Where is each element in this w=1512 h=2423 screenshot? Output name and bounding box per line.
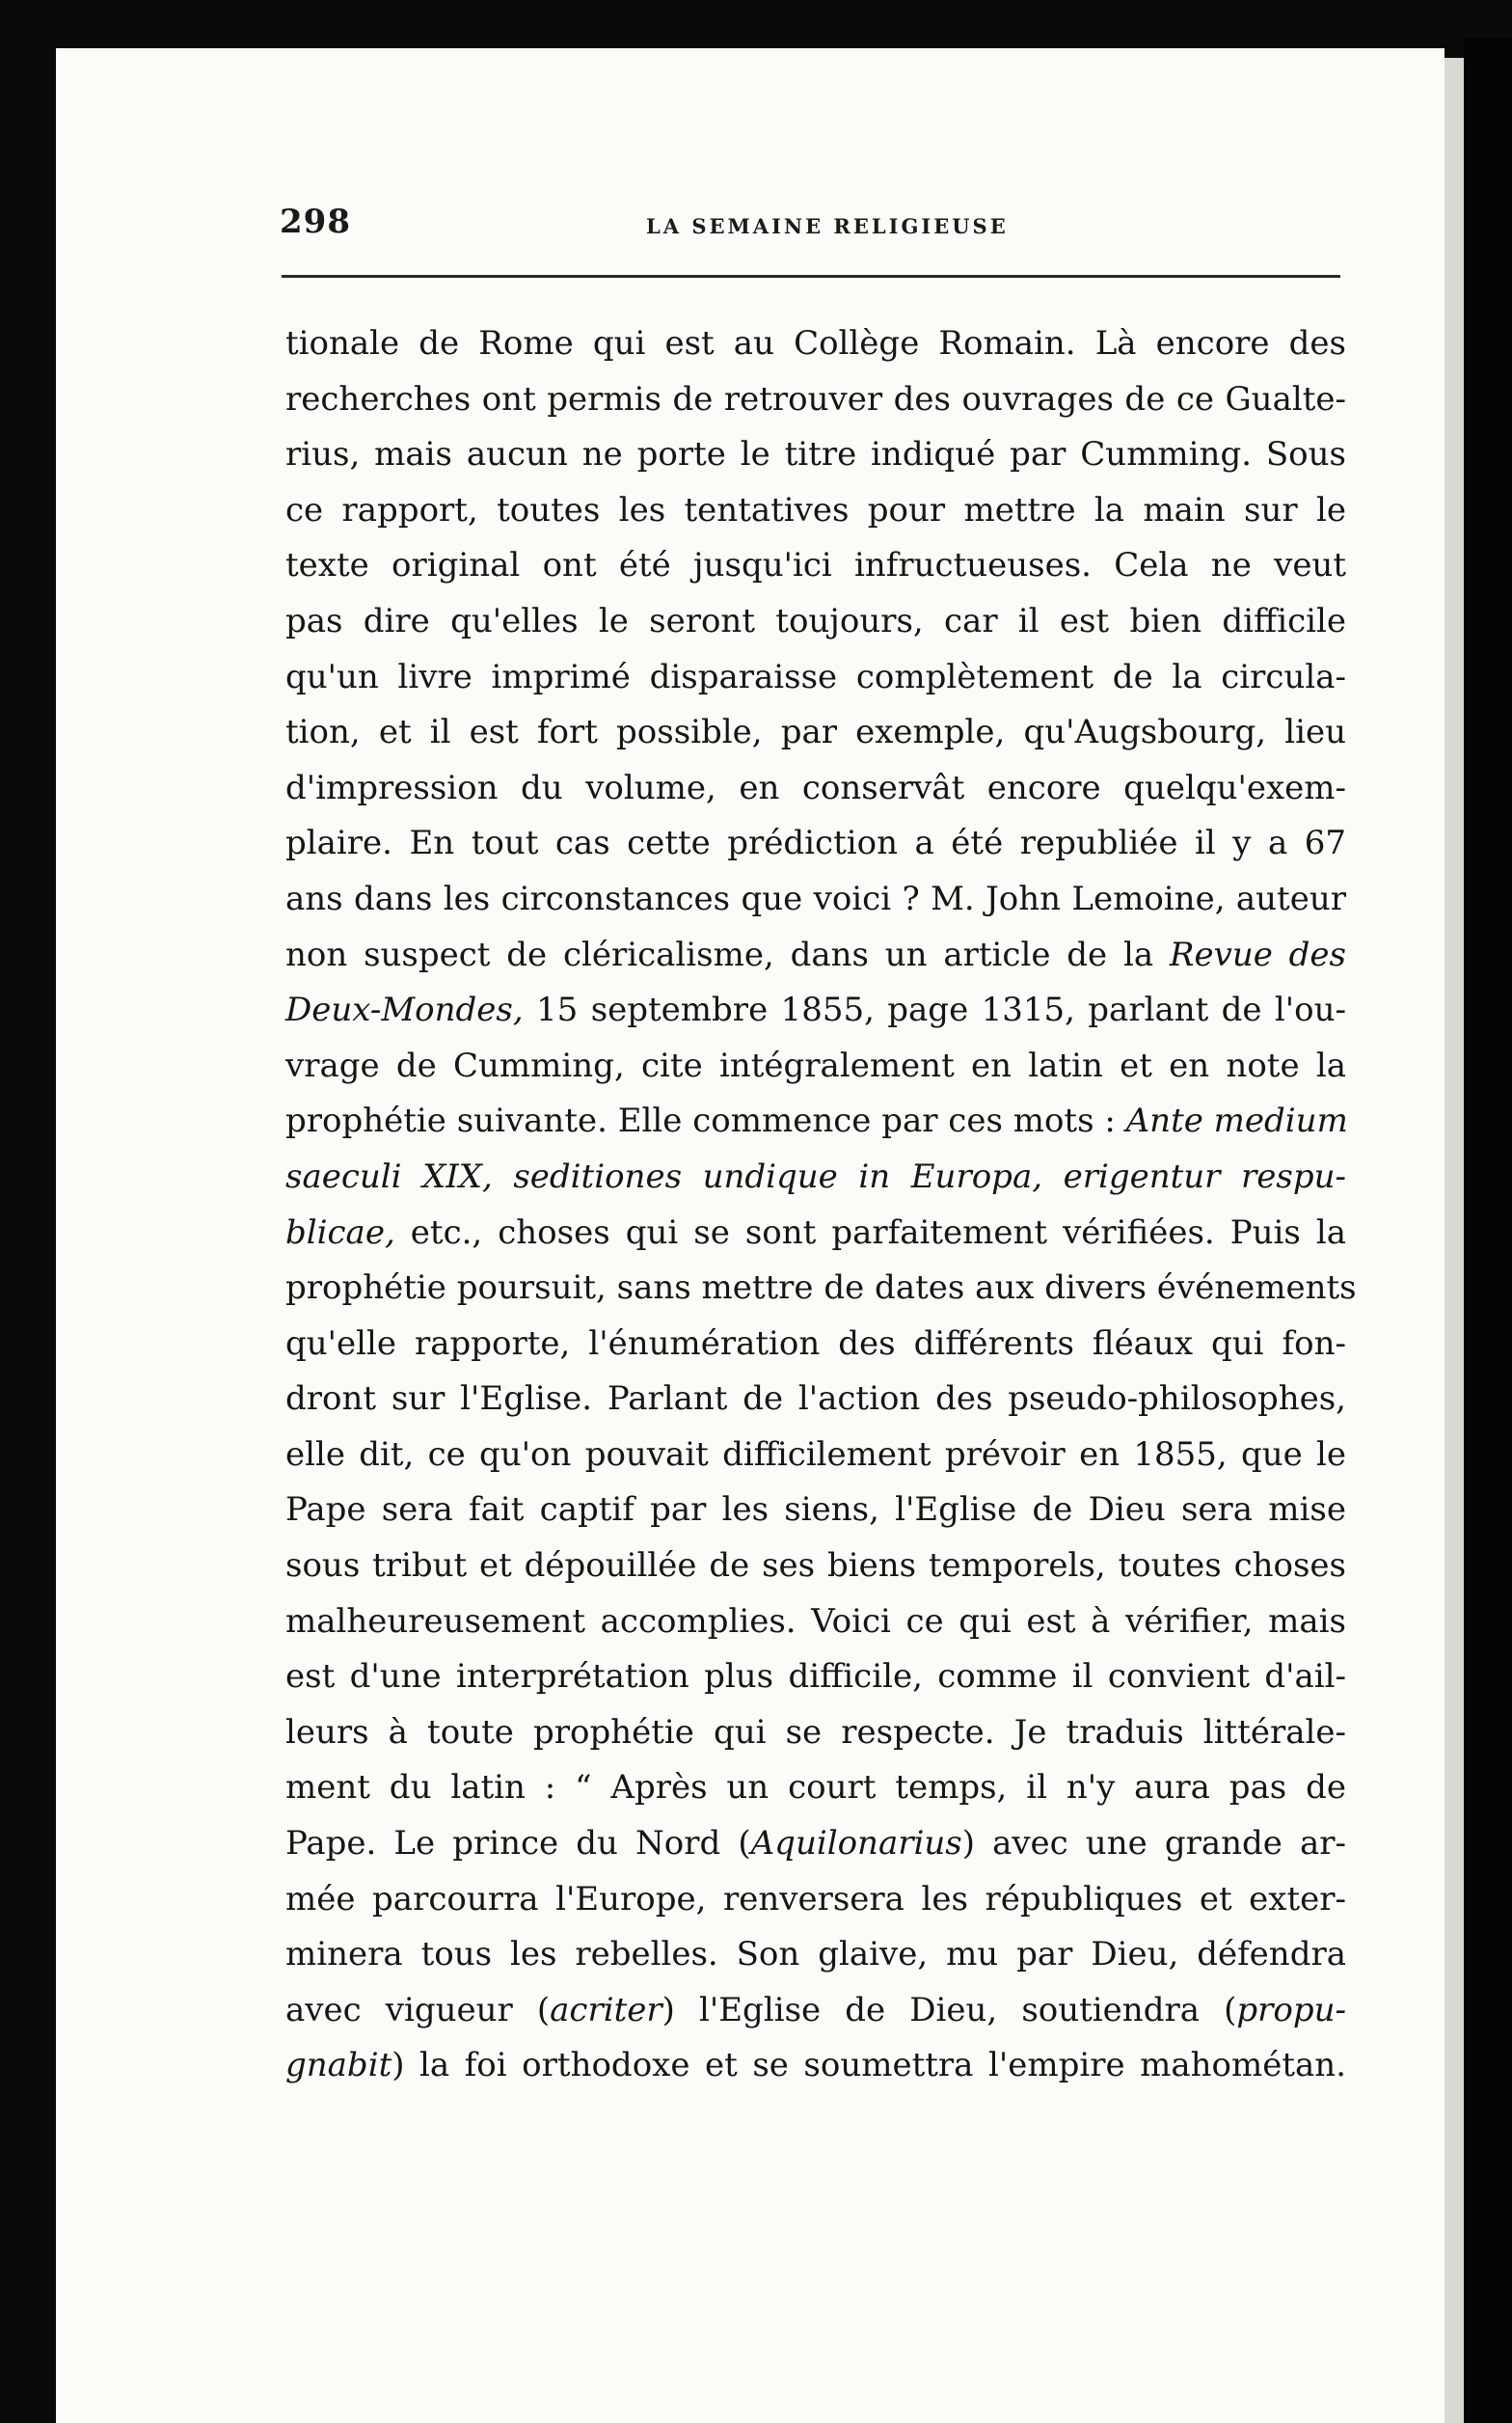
text-run: malheureusement accomplies. Voici ce qui est à vérifier, mais: [285, 1601, 1346, 1641]
text-run: ment du latin : “ Après un court temps, il n'y aura pas de: [285, 1768, 1346, 1808]
italic-text: propu-: [1236, 1990, 1346, 2029]
text-line: [285, 1483, 1346, 1538]
text-run: prophétie poursuit, sans mettre de dates aux divers événements: [285, 1268, 1357, 1308]
text-line: [285, 538, 1346, 594]
text-run: qu'elle rapporte, l'énumération des différents fléaux qui fon-: [285, 1323, 1346, 1363]
page-gutter: [1444, 58, 1464, 2423]
text-run: sous tribut et dépouillée de ses biens temporels, toutes choses: [285, 1546, 1346, 1586]
text-line: [285, 1094, 1346, 1150]
italic-text: Aquilonarius: [750, 1824, 962, 1864]
italic-text: acriter: [550, 1990, 662, 2029]
text-line: [285, 1760, 1346, 1816]
page-number: 298: [280, 203, 351, 241]
text-line: [285, 372, 1346, 428]
text-line: [285, 1649, 1346, 1705]
text-run: mée parcourra l'Europe, renversera les républiques et exter-: [285, 1879, 1346, 1919]
text-line: [285, 1705, 1346, 1761]
text-line: [285, 1816, 1346, 1872]
running-title: LA SEMAINE RELIGIEUSE: [646, 214, 1009, 238]
text-run: est d'une interprétation plus difficile, comme il convient d'ail-: [285, 1657, 1346, 1697]
text-line: [285, 427, 1346, 483]
text-run: plaire. En tout cas cette prédiction a été republiée il y a 67: [285, 824, 1346, 863]
text-run: etc., choses qui se sont parfaitement vérifiées. Puis la: [394, 1212, 1346, 1252]
text-run: rius, mais aucun ne porte le titre indiqué par Cumming. Sous: [285, 435, 1346, 475]
text-line: [285, 1372, 1346, 1428]
italic-text: blicae,: [285, 1212, 395, 1252]
text-line: [285, 983, 1346, 1039]
text-run: prophétie suivante. Elle commence par ces mots :: [285, 1102, 1126, 1141]
text-line: [285, 1206, 1346, 1262]
text-line: [285, 1594, 1346, 1650]
italic-text: Deux-Mondes,: [285, 991, 524, 1030]
text-run: ) l'Eglise de Dieu, soutiendra (: [662, 1990, 1237, 2029]
text-line: [285, 761, 1346, 817]
italic-text: gnabit: [285, 2046, 392, 2085]
text-line: [285, 1538, 1346, 1594]
text-run: elle dit, ce qu'on pouvait difficilement prévoir en 1855, que le: [285, 1434, 1346, 1474]
text-run: ) avec une grande ar-: [961, 1824, 1346, 1864]
text-run: qu'un livre imprimé disparaisse complètement de la circula-: [285, 657, 1346, 696]
text-line: [285, 1150, 1346, 1206]
body-text: [285, 316, 1357, 2094]
text-line: [285, 1039, 1346, 1095]
text-line: [285, 650, 1346, 706]
italic-text: Revue des: [1169, 935, 1347, 974]
text-run: dront sur l'Eglise. Parlant de l'action des pseudo-philosophes,: [285, 1379, 1346, 1419]
text-run: ans dans les circonstances que voici ? M. John Lemoine, auteur: [285, 879, 1346, 918]
text-run: pas dire qu'elles le seront toujours, car il est bien difficile: [285, 601, 1346, 640]
text-run: 15 septembre 1855, page 1315, parlant de l'ou-: [523, 991, 1346, 1030]
text-run: Pape. Le prince du Nord (: [285, 1824, 751, 1864]
text-run: non suspect de cléricalisme, dans un article de la: [285, 935, 1170, 974]
text-run: Pape sera fait captif par les siens, l'Eglise de Dieu sera mise: [285, 1490, 1346, 1530]
text-run: d'impression du volume, en conservât encore quelqu'exem-: [285, 768, 1346, 807]
scan-edge: [1464, 39, 1512, 2423]
text-run: recherches ont permis de retrouver des ouvrages de ce Gualte-: [285, 379, 1346, 419]
text-run: leurs à toute prophétie qui se respecte. Je traduis littérale-: [285, 1712, 1346, 1752]
page-header: [280, 203, 1340, 260]
text-run: tion, et il est fort possible, par exemple, qu'Augsbourg, lieu: [285, 713, 1346, 752]
text-line: [285, 816, 1346, 872]
text-run: minera tous les rebelles. Son glaive, mu par Dieu, défendra: [285, 1935, 1346, 1974]
text-line: [285, 872, 1346, 928]
text-line: [285, 1983, 1346, 2039]
text-line: [285, 316, 1346, 372]
italic-text: Ante medium: [1125, 1102, 1348, 1141]
text-line: [285, 1317, 1346, 1373]
text-run: ce rapport, toutes les tentatives pour mettre la main sur le: [285, 490, 1346, 530]
header-rule: [282, 275, 1340, 278]
text-line: [285, 1428, 1346, 1484]
text-run: vrage de Cumming, cite intégralement en latin et en note la: [285, 1046, 1346, 1085]
italic-text: saeculi XIX, seditiones undique in Europa, erigentur respu-: [285, 1157, 1346, 1196]
text-line: [285, 1261, 1357, 1317]
text-run: ) la foi orthodoxe et se soumettra l'empire mahométan.: [392, 2046, 1346, 2085]
text-line: [285, 1872, 1346, 1928]
text-line: [285, 483, 1346, 539]
text-line: [285, 1927, 1346, 1983]
text-run: avec vigueur (: [285, 1990, 551, 2029]
text-line: [285, 928, 1346, 984]
text-run: tionale de Rome qui est au Collège Romain. Là encore des: [285, 324, 1346, 363]
text-line: [285, 705, 1346, 761]
text-line: [285, 594, 1346, 650]
text-line: [285, 2038, 1346, 2094]
text-run: texte original ont été jusqu'ici infructueuses. Cela ne veut: [285, 546, 1346, 585]
